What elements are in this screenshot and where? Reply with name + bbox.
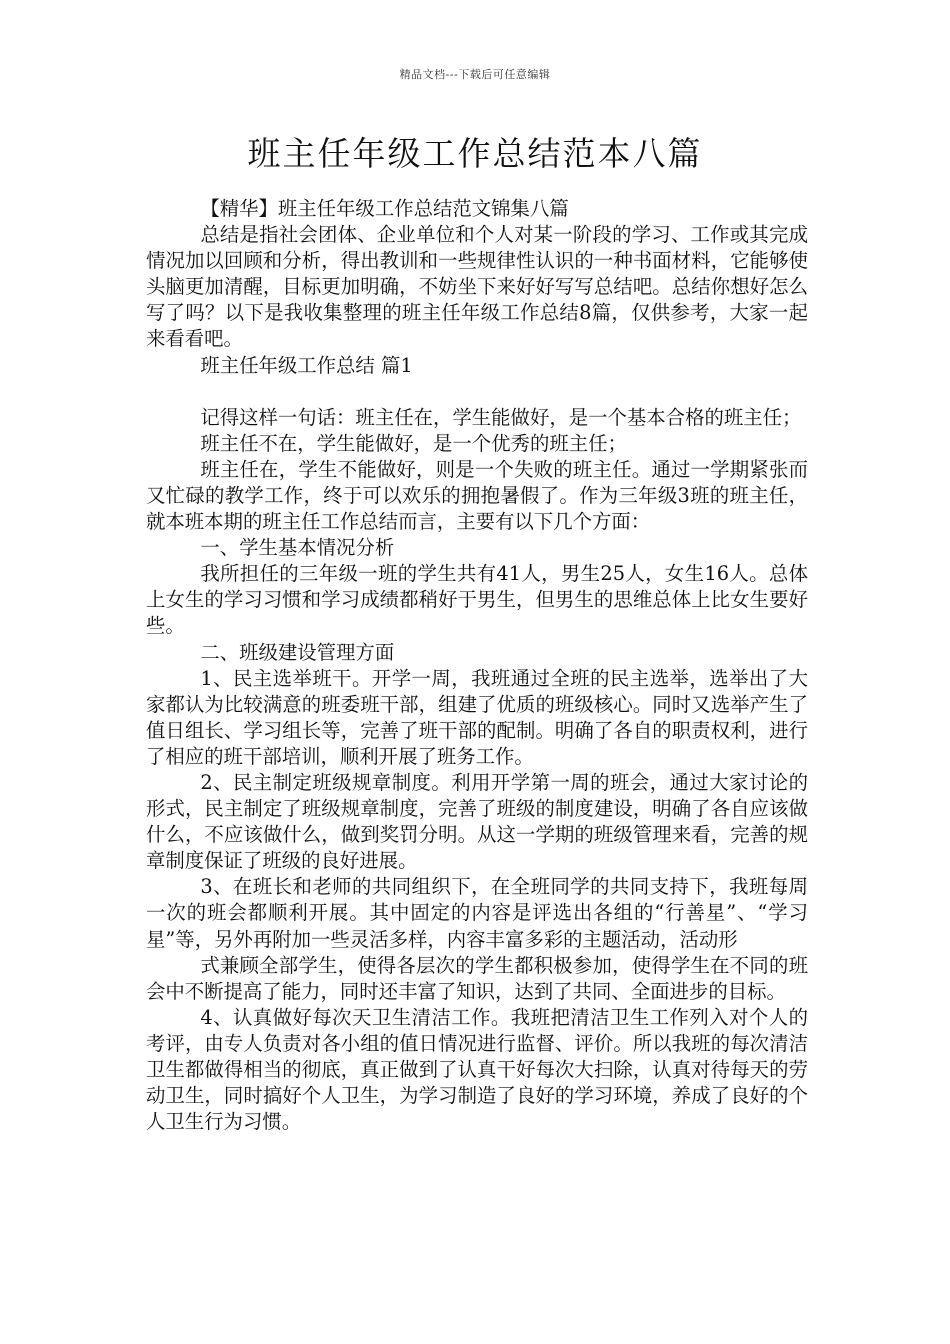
paragraph: 式兼顾全部学生，使得各层次的学生都积极参加，使得学生在不同的班会中不断提高了能力，同时还丰富了知识，达到了共同、全面进步的目标。 [146, 953, 808, 1003]
section-heading: 一、学生基本情况分析 [200, 536, 395, 560]
paragraph: 班主任不在，学生能做好，是一个优秀的班主任； [200, 431, 627, 455]
paragraph: 1、民主选举班干。开学一周，我班通过全班的民主选举，选举出了大家都认为比较满意的班委班干部，组建了优质的班级核心。同时又选举产生了值日组长、学习组长等，完善了班干部的配制。明确了各自的职责权利，进行了相应的班干部培训，顺利开展了班务工作。 [146, 666, 808, 768]
section-heading: 二、班级建设管理方面 [200, 640, 395, 664]
paragraph: 3、在班长和老师的共同组织下，在全班同学的共同支持下，我班每周一次的班会都顺利开展。其中固定的内容是评选出各组的“行善星”、“学习星”等，另外再附加一些灵活多样，内容丰富多彩的主题活动，活动形 [146, 875, 808, 951]
section-heading-part1: 班主任年级工作总结 篇1 [200, 353, 413, 377]
paragraph: 班主任在，学生不能做好，则是一个失败的班主任。通过一学期紧张而又忙碌的教学工作，终于可以欢乐的拥抱暑假了。作为三年级3班的班主任，就本班本期的班主任工作总结而言，主要有以下几个方面： [146, 457, 808, 534]
paragraph-subtitle: 【精华】班主任年级工作总结范文锦集八篇 [200, 197, 569, 220]
header-note: 精品文档---下载后可任意编辑 [399, 68, 551, 81]
paragraph: 记得这样一句话：班主任在，学生能做好，是一个基本合格的班主任； [200, 405, 802, 429]
paragraph: 4、认真做好每次天卫生清洁工作。我班把清洁卫生工作列入对个人的考评，由专人负责对各小组的值日情况进行监督、评价。所以我班的每次清洁卫生都做得相当的彻底，真正做到了认真干好每次大扫除，认真对待每天的劳动卫生，同时搞好个人卫生，为学习制造了良好的学习环境，养成了良好的个人卫生行为习惯。 [146, 1005, 808, 1134]
document-title: 班主任年级工作总结范本八篇 [247, 134, 703, 173]
document-body [146, 196, 808, 1135]
paragraph: 2、民主制定班级规章制度。利用开学第一周的班会，通过大家讨论的形式，民主制定了班级规章制度，完善了班级的制度建设，明确了各自应该做什么，不应该做什么，做到奖罚分明。从这一学期的班级管理来看，完善的规章制度保证了班级的良好进展。 [146, 770, 808, 873]
paragraph: 我所担任的三年级一班的学生共有41人，男生25人，女生16人。总体上女生的学习习惯和学习成绩都稍好于男生，但男生的思维总体上比女生要好些。 [146, 562, 808, 638]
paragraph-intro: 总结是指社会团体、企业单位和个人对某一阶段的学习、工作或其完成情况加以回顾和分析，得出教训和一些规律性认识的一种书面材料，它能够使头脑更加清醒，目标更加明确，不妨坐下来好好写写总结吧。总结你想好怎么写了吗？以下是我收集整理的班主任年级工作总结8篇，仅供参考，大家一起来看看吧。 [146, 223, 808, 351]
